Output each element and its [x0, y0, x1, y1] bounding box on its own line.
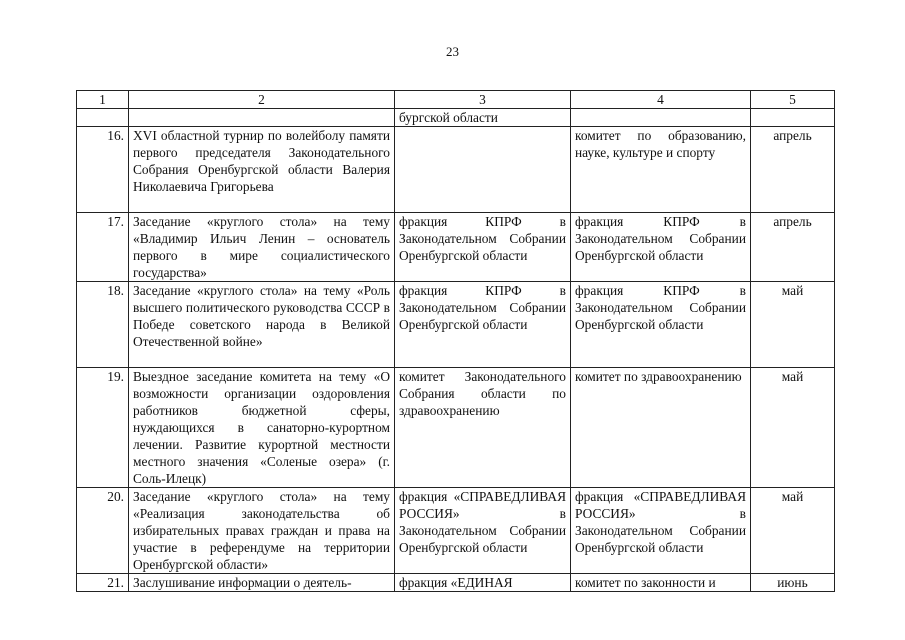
- row-initiator: [395, 127, 571, 213]
- row-initiator: фракция «СПРАВЕДЛИВАЯ РОССИЯ» в Законодательном Собрании Оренбургской области: [395, 488, 571, 574]
- page-number: 23: [446, 44, 459, 59]
- row-event: Выездное заседание комитета на тему «О возможности организации оздоровления работников бюджетной сферы, нуждающихся в санаторно-курортном лечении. Развитие курортной местности местного значения «Соленые озера» (г. Соль-Илецк): [129, 368, 395, 488]
- row-responsible: фракция КПРФ в Законодательном Собрании Оренбургской области: [571, 282, 751, 368]
- row-responsible: комитет по здравоохранению: [571, 368, 751, 488]
- row-number: 18.: [77, 282, 129, 368]
- continuation-text: бургской области: [395, 109, 571, 127]
- header-col-5: 5: [751, 91, 835, 109]
- row-number: 17.: [77, 213, 129, 282]
- table-header-row: [77, 91, 835, 109]
- table-row: [77, 368, 835, 488]
- row-number: 16.: [77, 127, 129, 213]
- table-row: [77, 488, 835, 574]
- table-row: [77, 213, 835, 282]
- row-event: Заседание «круглого стола» на тему «Реализация законодательства об избирательных правах граждан и права на участие в референдуме на территории Оренбургской области»: [129, 488, 395, 574]
- table-row: [77, 574, 835, 592]
- header-col-2: 2: [129, 91, 395, 109]
- row-date: май: [751, 282, 835, 368]
- header-col-4: 4: [571, 91, 751, 109]
- row-number: 21.: [77, 574, 129, 592]
- row-responsible: фракция «СПРАВЕДЛИВАЯ РОССИЯ» в Законодательном Собрании Оренбургской области: [571, 488, 751, 574]
- table-row: [77, 282, 835, 368]
- row-event: Заседание «круглого стола» на тему «Владимир Ильич Ленин – основатель первого в мире социалистического государства»: [129, 213, 395, 282]
- row-initiator: фракция КПРФ в Законодательном Собрании Оренбургской области: [395, 282, 571, 368]
- row-responsible: комитет по законности и: [571, 574, 751, 592]
- row-number: 20.: [77, 488, 129, 574]
- row-initiator: фракция КПРФ в Законодательном Собрании Оренбургской области: [395, 213, 571, 282]
- row-event: Заседание «круглого стола» на тему «Роль высшего политического руководства СССР в Победе советского народа в Великой Отечественной войне»: [129, 282, 395, 368]
- row-number: 19.: [77, 368, 129, 488]
- row-date: июнь: [751, 574, 835, 592]
- row-event: Заслушивание информации о деятель-: [129, 574, 395, 592]
- row-initiator: фракция «ЕДИНАЯ: [395, 574, 571, 592]
- row-date: апрель: [751, 213, 835, 282]
- continuation-row: [77, 109, 835, 127]
- row-responsible: фракция КПРФ в Законодательном Собрании Оренбургской области: [571, 213, 751, 282]
- row-date: апрель: [751, 127, 835, 213]
- header-col-3: 3: [395, 91, 571, 109]
- row-date: май: [751, 488, 835, 574]
- row-event: XVI областной турнир по волейболу памяти первого председателя Законодательного Собрания Оренбургской области Валерия Николаевича Григорьева: [129, 127, 395, 213]
- header-col-1: 1: [77, 91, 129, 109]
- table-row: [77, 127, 835, 213]
- row-date: май: [751, 368, 835, 488]
- row-responsible: комитет по образованию, науке, культуре и спорту: [571, 127, 751, 213]
- events-table: [76, 90, 835, 592]
- row-initiator: комитет Законодательного Собрания области по здравоохранению: [395, 368, 571, 488]
